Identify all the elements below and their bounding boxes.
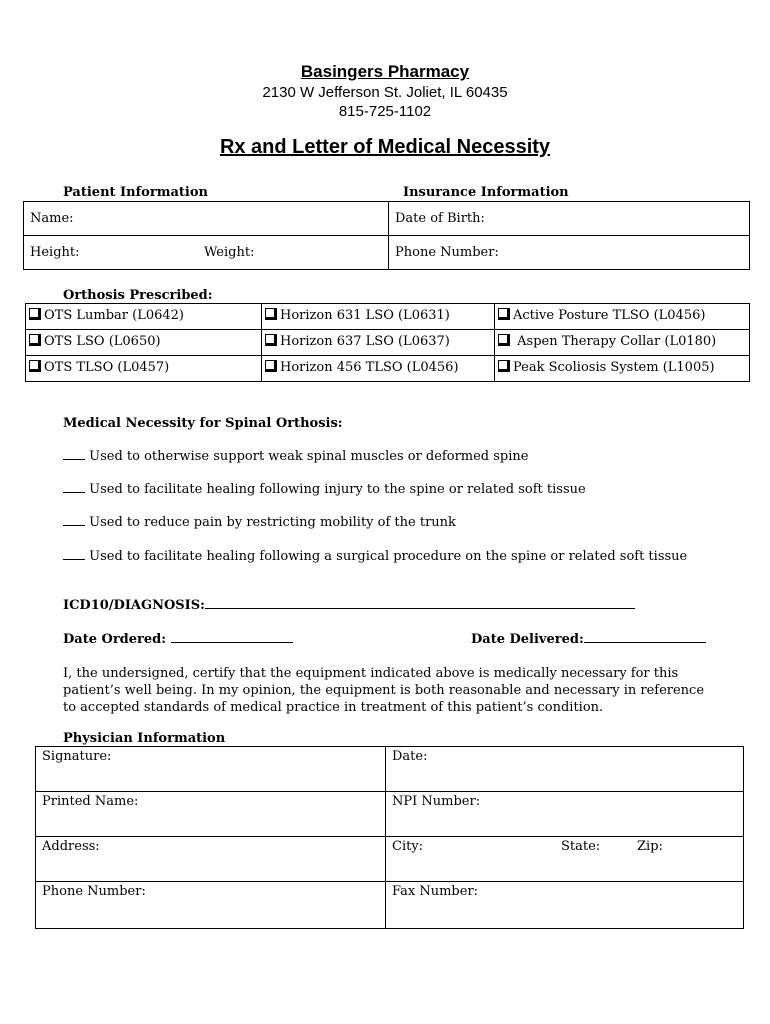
pharmacy-phone: 815-725-1102	[338, 103, 432, 120]
height-weight-field[interactable]	[24, 236, 389, 270]
check-blank[interactable]	[63, 525, 85, 526]
icd-label: ICD10/DIAGNOSIS:	[63, 598, 205, 613]
patient-name-label: Name:	[30, 211, 74, 226]
physician-address-field[interactable]	[36, 837, 386, 882]
orthosis-option-label: OTS Lumbar (L0642)	[44, 308, 184, 323]
orthosis-option-label: Peak Scoliosis System (L1005)	[513, 360, 715, 375]
fax-field[interactable]	[386, 882, 744, 929]
physician-phone-field[interactable]	[36, 882, 386, 929]
orthosis-option-label: Horizon 456 TLSO (L0456)	[280, 360, 459, 375]
necessity-item[interactable]	[63, 449, 528, 464]
signature-field[interactable]	[36, 747, 386, 792]
date-delivered-blank[interactable]	[584, 642, 706, 643]
fax-label: Fax Number:	[392, 884, 479, 899]
orthosis-option-label: OTS LSO (L0650)	[44, 334, 161, 349]
orthosis-heading: Orthosis Prescribed:	[63, 288, 213, 303]
orthosis-option[interactable]	[495, 356, 750, 382]
date-ordered-label: Date Ordered:	[63, 632, 167, 647]
orthosis-option-label: Horizon 631 LSO (L0631)	[280, 308, 450, 323]
insurance-phone-label: Phone Number:	[395, 245, 499, 260]
physician-address-label: Address:	[42, 839, 100, 854]
checkbox-icon[interactable]	[498, 334, 510, 346]
checkbox-icon[interactable]	[265, 334, 277, 346]
checkbox-icon[interactable]	[498, 360, 510, 372]
insurance-phone-field[interactable]	[389, 236, 750, 270]
checkbox-icon[interactable]	[29, 308, 41, 320]
physician-phone-label: Phone Number:	[42, 884, 146, 899]
orthosis-option[interactable]	[262, 356, 495, 382]
npi-label: NPI Number:	[392, 794, 481, 809]
orthosis-table	[25, 303, 750, 382]
signature-label: Signature:	[42, 749, 112, 764]
checkbox-icon[interactable]	[265, 308, 277, 320]
check-blank[interactable]	[63, 492, 85, 493]
certification-text: I, the undersigned, certify that the equipment indicated above is medically necessary for this patient’s well being. In my opinion, the equipment is both reasonable and necessary in reference to accepted standards of medical practice in treatment of this patient’s condition.	[63, 666, 705, 715]
orthosis-option[interactable]	[495, 330, 750, 356]
check-blank[interactable]	[63, 459, 85, 460]
necessity-heading: Medical Necessity for Spinal Orthosis:	[63, 416, 343, 431]
necessity-item-label: Used to facilitate healing following a surgical procedure on the spine or related soft tissue	[89, 549, 688, 564]
check-blank[interactable]	[63, 559, 85, 560]
dob-label: Date of Birth:	[395, 211, 485, 226]
checkbox-icon[interactable]	[498, 308, 510, 320]
physician-date-label: Date:	[392, 749, 428, 764]
pharmacy-address: 2130 W Jefferson St. Joliet, IL 60435	[262, 84, 508, 101]
city-label: City:	[392, 839, 424, 854]
patient-name-field[interactable]	[24, 202, 389, 236]
npi-field[interactable]	[386, 792, 744, 837]
zip-label: Zip:	[637, 839, 663, 854]
pharmacy-name: Basingers Pharmacy	[300, 62, 470, 81]
orthosis-option[interactable]	[262, 304, 495, 330]
necessity-item[interactable]	[63, 549, 687, 564]
dob-field[interactable]	[389, 202, 750, 236]
necessity-item[interactable]	[63, 515, 456, 530]
orthosis-option-label: Aspen Therapy Collar (L0180)	[513, 334, 717, 349]
checkbox-icon[interactable]	[29, 360, 41, 372]
height-label: Height:	[30, 245, 80, 260]
orthosis-option-label: Active Posture TLSO (L0456)	[513, 308, 706, 323]
icd-blank[interactable]	[205, 608, 635, 609]
city-state-zip-field[interactable]	[386, 837, 744, 882]
weight-label: Weight:	[204, 245, 255, 260]
orthosis-option[interactable]	[26, 356, 262, 382]
document-title: Rx and Letter of Medical Necessity	[219, 136, 551, 158]
date-ordered-blank[interactable]	[171, 642, 293, 643]
date-delivered-label: Date Delivered:	[471, 632, 584, 647]
printed-name-field[interactable]	[36, 792, 386, 837]
physician-date-field[interactable]	[386, 747, 744, 792]
checkbox-icon[interactable]	[29, 334, 41, 346]
necessity-item-label: Used to reduce pain by restricting mobility of the trunk	[89, 515, 456, 530]
checkbox-icon[interactable]	[265, 360, 277, 372]
physician-heading: Physician Information	[63, 731, 226, 746]
state-label: State:	[561, 839, 601, 854]
insurance-info-heading: Insurance Information	[403, 185, 569, 200]
orthosis-option[interactable]	[26, 304, 262, 330]
necessity-item-label: Used to facilitate healing following injury to the spine or related soft tissue	[89, 482, 586, 497]
necessity-item[interactable]	[63, 482, 586, 497]
orthosis-option[interactable]	[495, 304, 750, 330]
orthosis-option[interactable]	[262, 330, 495, 356]
date-ordered-field[interactable]	[63, 632, 293, 647]
printed-name-label: Printed Name:	[42, 794, 139, 809]
icd-diagnosis-field[interactable]	[63, 598, 635, 613]
date-delivered-field[interactable]	[471, 632, 706, 647]
orthosis-option-label: Horizon 637 LSO (L0637)	[280, 334, 450, 349]
physician-table	[35, 746, 744, 929]
orthosis-option[interactable]	[26, 330, 262, 356]
orthosis-option-label: OTS TLSO (L0457)	[44, 360, 170, 375]
necessity-item-label: Used to otherwise support weak spinal muscles or deformed spine	[89, 449, 529, 464]
patient-insurance-table	[23, 201, 750, 270]
patient-info-heading: Patient Information	[63, 185, 208, 200]
